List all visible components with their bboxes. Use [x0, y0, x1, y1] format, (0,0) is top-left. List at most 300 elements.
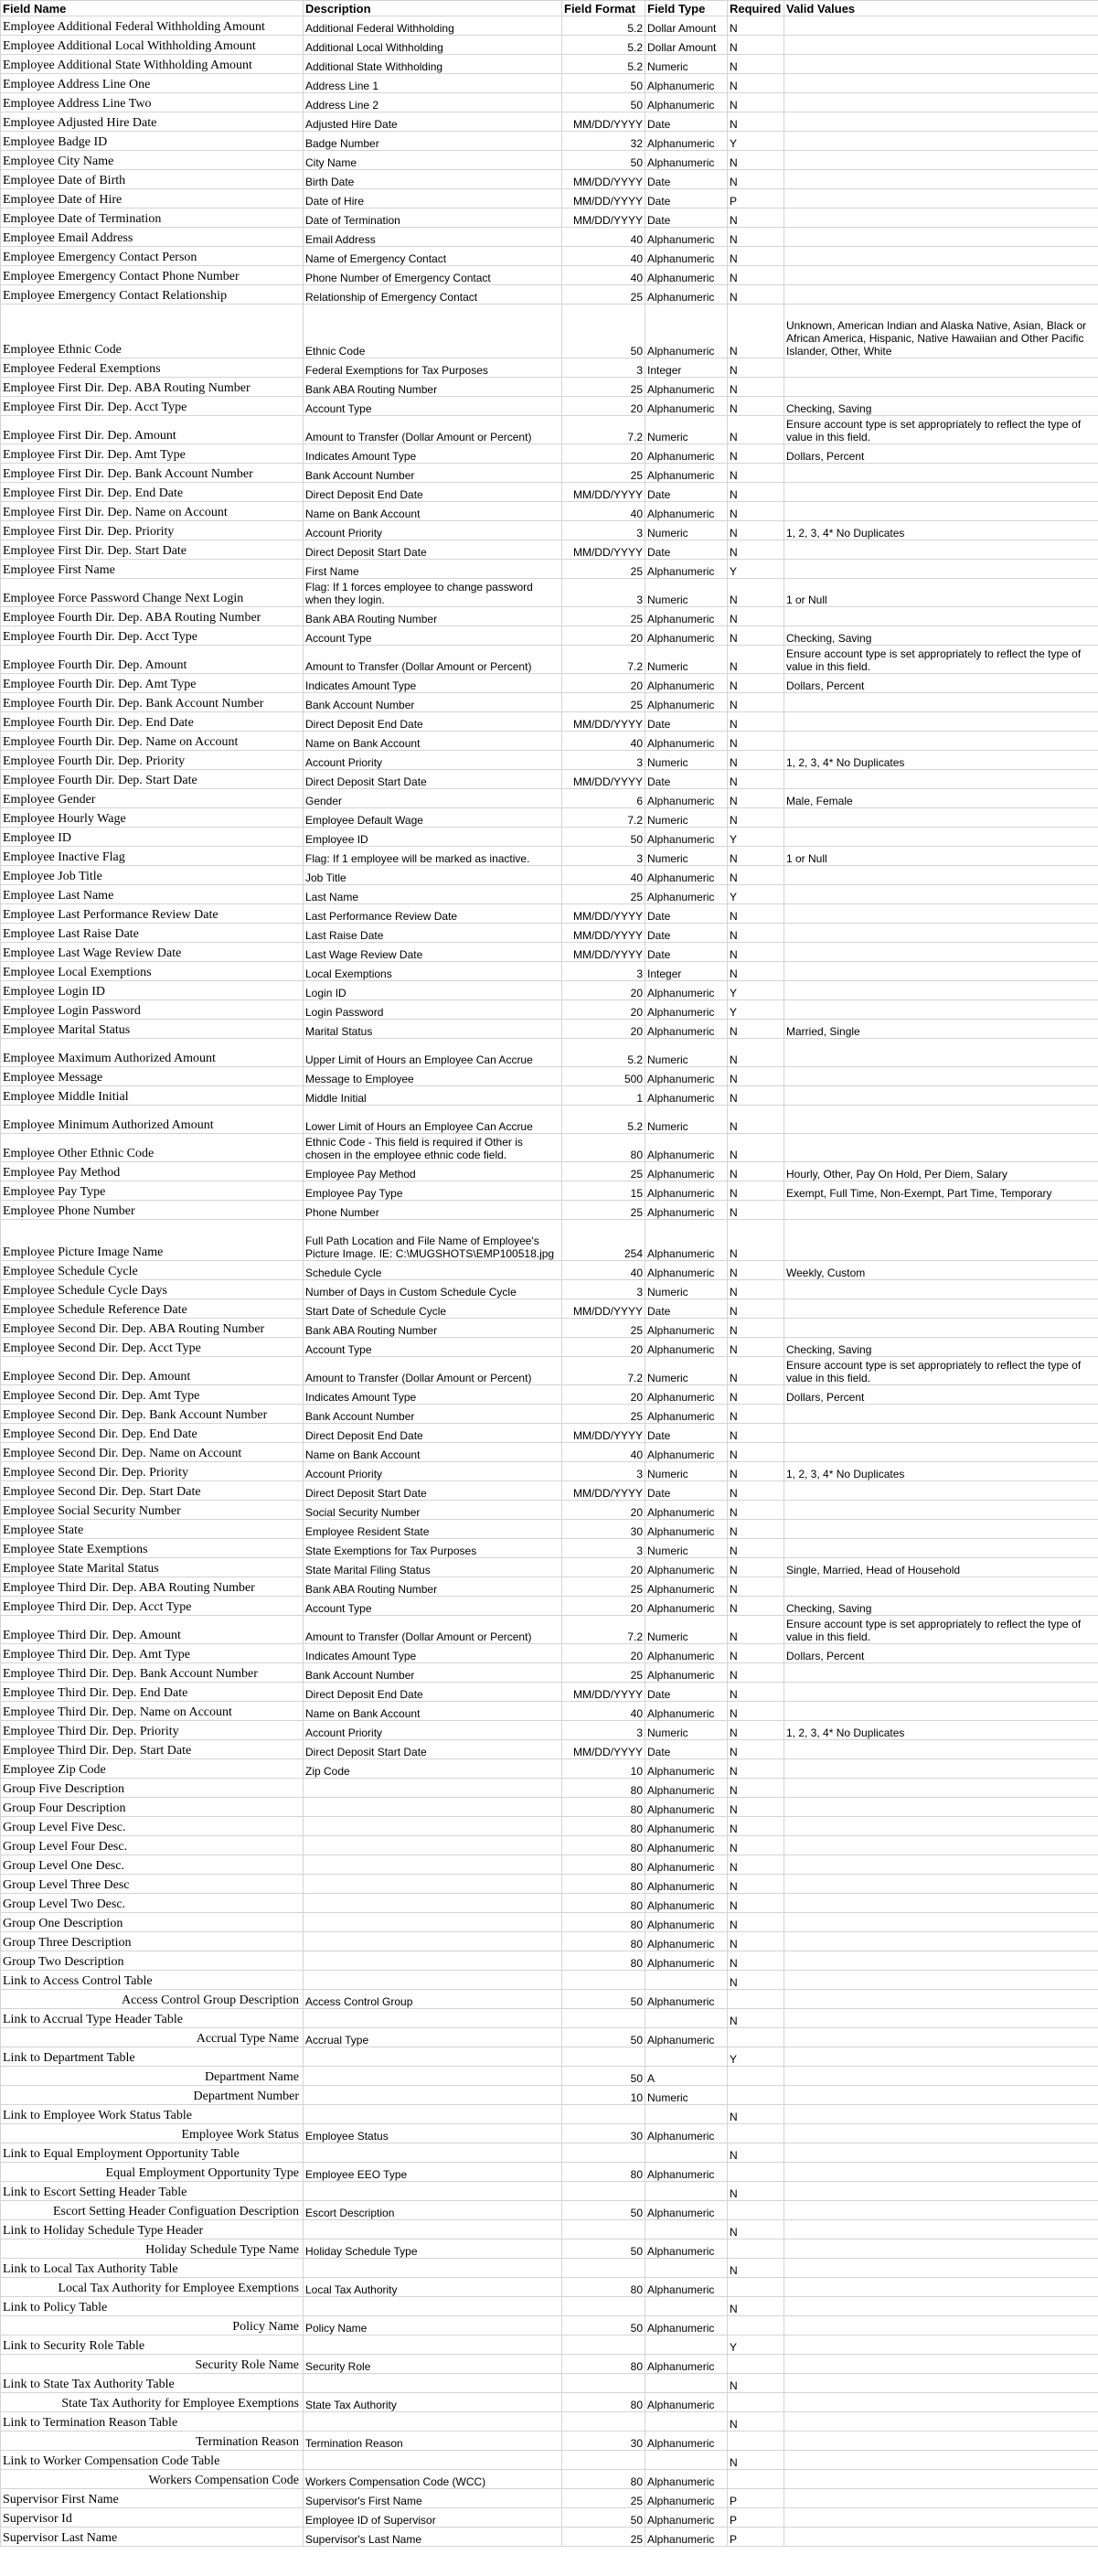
required-cell: [728, 2201, 784, 2220]
field-type-cell: Alphanumeric: [645, 2239, 728, 2259]
field-type-cell: Numeric: [645, 1280, 728, 1299]
description-cell: State Exemptions for Tax Purposes: [304, 1539, 562, 1558]
required-cell: Y: [728, 885, 784, 904]
field-name-cell: Employee First Dir. Dep. Start Date: [1, 540, 304, 560]
table-row: [1, 1481, 1098, 1501]
field-format-cell: 80: [562, 1798, 645, 1817]
field-format-cell: [562, 2412, 645, 2432]
valid-values-cell: [784, 693, 1098, 712]
description-cell: [304, 1798, 562, 1817]
field-type-cell: [645, 2336, 728, 2355]
description-cell: [304, 2374, 562, 2393]
table-row: [1, 2316, 1098, 2336]
valid-values-cell: [784, 1443, 1098, 1462]
required-cell: N: [728, 1597, 784, 1616]
table-row: [1, 1338, 1098, 1357]
valid-values-cell: [784, 607, 1098, 626]
field-format-cell: 32: [562, 132, 645, 151]
field-type-cell: Alphanumeric: [645, 2393, 728, 2412]
field-format-cell: 25: [562, 607, 645, 626]
description-cell: Direct Deposit Start Date: [304, 540, 562, 560]
required-cell: [728, 2470, 784, 2489]
field-name-cell: Employee Hourly Wage: [1, 808, 304, 828]
valid-values-cell: [784, 1067, 1098, 1086]
valid-values-cell: Ensure account type is set appropriately to reflect the type of value in this field.: [784, 1616, 1098, 1644]
description-cell: [304, 1875, 562, 1894]
description-cell: Additional Federal Withholding: [304, 16, 562, 36]
field-name-cell: Employee Schedule Cycle: [1, 1261, 304, 1280]
required-cell: N: [728, 1086, 784, 1106]
required-cell: N: [728, 1481, 784, 1501]
field-format-cell: 20: [562, 1020, 645, 1039]
field-format-cell: 80: [562, 2278, 645, 2297]
field-format-cell: 80: [562, 2393, 645, 2412]
field-format-cell: 25: [562, 285, 645, 305]
description-cell: Flag: If 1 employee will be marked as inactive.: [304, 847, 562, 866]
valid-values-cell: [784, 1520, 1098, 1539]
field-type-cell: Alphanumeric: [645, 1405, 728, 1424]
field-format-cell: 20: [562, 1644, 645, 1663]
description-cell: Date of Termination: [304, 208, 562, 228]
table-row: [1, 770, 1098, 789]
field-format-cell: 25: [562, 693, 645, 712]
valid-values-cell: [784, 74, 1098, 93]
header-description: Description: [304, 1, 562, 16]
field-format-cell: 40: [562, 866, 645, 885]
valid-values-cell: [784, 904, 1098, 924]
field-name-cell: Escort Setting Header Configuation Description: [1, 2201, 304, 2220]
valid-values-cell: Weekly, Custom: [784, 1261, 1098, 1280]
valid-values-cell: [784, 2047, 1098, 2067]
field-format-cell: 25: [562, 378, 645, 397]
table-row: [1, 93, 1098, 112]
field-name-cell: Employee Date of Birth: [1, 170, 304, 189]
field-name-cell: Employee Second Dir. Dep. Acct Type: [1, 1338, 304, 1357]
description-cell: [304, 2182, 562, 2201]
field-format-cell: 20: [562, 444, 645, 464]
required-cell: N: [728, 1520, 784, 1539]
valid-values-cell: [784, 1798, 1098, 1817]
required-cell: Y: [728, 981, 784, 1000]
table-row: [1, 2278, 1098, 2297]
field-format-cell: [562, 2451, 645, 2470]
description-cell: Amount to Transfer (Dollar Amount or Percent): [304, 646, 562, 674]
field-type-cell: Alphanumeric: [645, 2124, 728, 2143]
field-type-cell: Alphanumeric: [645, 1779, 728, 1798]
field-name-cell: Employee Last Performance Review Date: [1, 904, 304, 924]
valid-values-cell: [784, 2182, 1098, 2201]
description-cell: Date of Hire: [304, 189, 562, 208]
description-cell: Marital Status: [304, 1020, 562, 1039]
required-cell: N: [728, 1405, 784, 1424]
required-cell: N: [728, 1319, 784, 1338]
field-name-cell: Employee Login Password: [1, 1000, 304, 1020]
field-name-cell: State Tax Authority for Employee Exemptions: [1, 2393, 304, 2412]
valid-values-cell: [784, 808, 1098, 828]
field-type-cell: [645, 2182, 728, 2201]
description-cell: Bank ABA Routing Number: [304, 1319, 562, 1338]
table-row: [1, 1319, 1098, 1338]
valid-values-cell: Dollars, Percent: [784, 1644, 1098, 1663]
table-row: [1, 2182, 1098, 2201]
description-cell: [304, 2259, 562, 2278]
field-name-cell: Employee Third Dir. Dep. ABA Routing Number: [1, 1577, 304, 1597]
valid-values-cell: [784, 1201, 1098, 1220]
table-row: [1, 2355, 1098, 2374]
field-format-cell: MM/DD/YYYY: [562, 1424, 645, 1443]
description-cell: [304, 2451, 562, 2470]
field-format-cell: 50: [562, 2201, 645, 2220]
field-format-cell: [562, 2143, 645, 2163]
field-name-cell: Employee Social Security Number: [1, 1501, 304, 1520]
description-cell: [304, 1913, 562, 1932]
table-row: [1, 1913, 1098, 1932]
valid-values-cell: [784, 2201, 1098, 2220]
field-format-cell: 20: [562, 1501, 645, 1520]
field-name-cell: Security Role Name: [1, 2355, 304, 2374]
field-type-cell: Dollar Amount: [645, 16, 728, 36]
valid-values-cell: [784, 2316, 1098, 2336]
description-cell: [304, 2067, 562, 2086]
table-row: [1, 1539, 1098, 1558]
required-cell: N: [728, 397, 784, 416]
description-cell: Social Security Number: [304, 1501, 562, 1520]
field-type-cell: Alphanumeric: [645, 2278, 728, 2297]
field-type-cell: Alphanumeric: [645, 885, 728, 904]
field-type-cell: Alphanumeric: [645, 1836, 728, 1855]
field-format-cell: 5.2: [562, 1106, 645, 1134]
field-format-cell: 50: [562, 2028, 645, 2047]
description-cell: Employee Resident State: [304, 1520, 562, 1539]
field-format-cell: MM/DD/YYYY: [562, 924, 645, 943]
valid-values-cell: [784, 962, 1098, 981]
field-format-cell: 50: [562, 2239, 645, 2259]
description-cell: Middle Initial: [304, 1086, 562, 1106]
table-row: [1, 1220, 1098, 1261]
required-cell: [728, 2393, 784, 2412]
header-valid-values: Valid Values: [784, 1, 1098, 16]
field-type-cell: Alphanumeric: [645, 1134, 728, 1162]
field-name-cell: Employee Emergency Contact Person: [1, 247, 304, 266]
field-name-cell: Employee First Dir. Dep. End Date: [1, 483, 304, 502]
table-row: [1, 55, 1098, 74]
field-type-cell: Date: [645, 1424, 728, 1443]
table-row: [1, 1951, 1098, 1971]
required-cell: [728, 2124, 784, 2143]
description-cell: Full Path Location and File Name of Employee's Picture Image. IE: C:\MUGSHOTS\EMP100518.jpg: [304, 1220, 562, 1261]
required-cell: [728, 2239, 784, 2259]
required-cell: [728, 2278, 784, 2297]
valid-values-cell: [784, 2336, 1098, 2355]
field-type-cell: Numeric: [645, 646, 728, 674]
required-cell: N: [728, 1462, 784, 1481]
required-cell: N: [728, 1501, 784, 1520]
field-name-cell: Termination Reason: [1, 2432, 304, 2451]
description-cell: Supervisor's Last Name: [304, 2528, 562, 2547]
table-row: [1, 2508, 1098, 2528]
field-format-cell: MM/DD/YYYY: [562, 712, 645, 732]
valid-values-cell: [784, 1405, 1098, 1424]
field-format-cell: 3: [562, 751, 645, 770]
required-cell: N: [728, 1385, 784, 1405]
required-cell: [728, 1990, 784, 2009]
valid-values-cell: [784, 55, 1098, 74]
field-format-cell: MM/DD/YYYY: [562, 1740, 645, 1759]
field-format-cell: MM/DD/YYYY: [562, 904, 645, 924]
required-cell: N: [728, 2259, 784, 2278]
field-name-cell: Employee Middle Initial: [1, 1086, 304, 1106]
table-row: [1, 74, 1098, 93]
valid-values-cell: [784, 1836, 1098, 1855]
description-cell: Account Type: [304, 1597, 562, 1616]
valid-values-cell: [784, 2124, 1098, 2143]
valid-values-cell: [784, 560, 1098, 579]
valid-values-cell: 1, 2, 3, 4* No Duplicates: [784, 1721, 1098, 1740]
description-cell: Relationship of Emergency Contact: [304, 285, 562, 305]
description-cell: Holiday Schedule Type: [304, 2239, 562, 2259]
valid-values-cell: Hourly, Other, Pay On Hold, Per Diem, Salary: [784, 1162, 1098, 1181]
table-row: [1, 266, 1098, 285]
description-cell: [304, 1779, 562, 1798]
field-type-cell: Alphanumeric: [645, 464, 728, 483]
description-cell: Login Password: [304, 1000, 562, 1020]
table-row: [1, 560, 1098, 579]
description-cell: Employee Pay Method: [304, 1162, 562, 1181]
field-format-cell: MM/DD/YYYY: [562, 189, 645, 208]
table-body: [1, 16, 1098, 2547]
field-type-cell: Numeric: [645, 1616, 728, 1644]
field-name-cell: Employee First Dir. Dep. ABA Routing Number: [1, 378, 304, 397]
field-format-cell: MM/DD/YYYY: [562, 1683, 645, 1702]
table-row: [1, 1836, 1098, 1855]
description-cell: [304, 1951, 562, 1971]
description-cell: Message to Employee: [304, 1067, 562, 1086]
field-format-cell: 6: [562, 789, 645, 808]
valid-values-cell: [784, 2528, 1098, 2547]
description-cell: Bank Account Number: [304, 693, 562, 712]
description-cell: Bank Account Number: [304, 1405, 562, 1424]
field-name-cell: Employee Third Dir. Dep. Amount: [1, 1616, 304, 1644]
field-name-cell: Policy Name: [1, 2316, 304, 2336]
valid-values-cell: [784, 1971, 1098, 1990]
field-name-cell: Employee First Dir. Dep. Name on Account: [1, 502, 304, 521]
field-format-cell: 25: [562, 1162, 645, 1181]
required-cell: Y: [728, 560, 784, 579]
valid-values-cell: [784, 2508, 1098, 2528]
field-format-cell: 40: [562, 1261, 645, 1280]
valid-values-cell: [784, 1299, 1098, 1319]
field-name-cell: Employee Schedule Reference Date: [1, 1299, 304, 1319]
description-cell: Last Name: [304, 885, 562, 904]
field-type-cell: Date: [645, 712, 728, 732]
field-format-cell: 80: [562, 2470, 645, 2489]
valid-values-cell: [784, 770, 1098, 789]
field-name-cell: Workers Compensation Code: [1, 2470, 304, 2489]
required-cell: N: [728, 228, 784, 247]
field-name-cell: Employee Fourth Dir. Dep. Priority: [1, 751, 304, 770]
field-type-cell: Date: [645, 1740, 728, 1759]
field-type-cell: Alphanumeric: [645, 2432, 728, 2451]
field-name-cell: Link to Escort Setting Header Table: [1, 2182, 304, 2201]
field-name-cell: Group Two Description: [1, 1951, 304, 1971]
required-cell: N: [728, 866, 784, 885]
field-format-cell: [562, 2336, 645, 2355]
field-type-cell: Alphanumeric: [645, 732, 728, 751]
required-cell: N: [728, 1740, 784, 1759]
field-type-cell: Alphanumeric: [645, 1597, 728, 1616]
description-cell: First Name: [304, 560, 562, 579]
valid-values-cell: [784, 1990, 1098, 2009]
description-cell: Account Priority: [304, 521, 562, 540]
table-row: [1, 1721, 1098, 1740]
field-type-cell: Alphanumeric: [645, 397, 728, 416]
required-cell: N: [728, 1558, 784, 1577]
field-format-cell: 50: [562, 305, 645, 358]
table-row: [1, 2047, 1098, 2067]
description-cell: Accrual Type: [304, 2028, 562, 2047]
valid-values-cell: [784, 2393, 1098, 2412]
field-name-cell: Employee Ethnic Code: [1, 305, 304, 358]
field-type-cell: Date: [645, 1683, 728, 1702]
field-type-cell: [645, 2105, 728, 2124]
description-cell: State Marital Filing Status: [304, 1558, 562, 1577]
valid-values-cell: Dollars, Percent: [784, 1385, 1098, 1405]
field-type-cell: Numeric: [645, 2086, 728, 2105]
required-cell: N: [728, 674, 784, 693]
field-type-cell: Numeric: [645, 847, 728, 866]
field-name-cell: Employee Inactive Flag: [1, 847, 304, 866]
field-type-cell: Numeric: [645, 1462, 728, 1481]
required-cell: N: [728, 646, 784, 674]
field-name-cell: Employee Additional Local Withholding Amount: [1, 36, 304, 55]
field-type-cell: Alphanumeric: [645, 1759, 728, 1779]
valid-values-cell: [784, 1740, 1098, 1759]
field-format-cell: 25: [562, 560, 645, 579]
field-name-cell: Employee Pay Type: [1, 1181, 304, 1201]
required-cell: N: [728, 712, 784, 732]
required-cell: N: [728, 1181, 784, 1201]
table-row: [1, 1759, 1098, 1779]
field-name-cell: Link to Employee Work Status Table: [1, 2105, 304, 2124]
valid-values-cell: Ensure account type is set appropriately to reflect the type of value in this field.: [784, 646, 1098, 674]
valid-values-cell: [784, 1779, 1098, 1798]
valid-values-cell: Single, Married, Head of Household: [784, 1558, 1098, 1577]
table-row: [1, 1597, 1098, 1616]
field-name-cell: Employee Emergency Contact Relationship: [1, 285, 304, 305]
table-row: [1, 2124, 1098, 2143]
field-format-cell: [562, 2047, 645, 2067]
valid-values-cell: [784, 1319, 1098, 1338]
field-type-cell: A: [645, 2067, 728, 2086]
required-cell: N: [728, 1721, 784, 1740]
required-cell: N: [728, 1644, 784, 1663]
field-type-cell: Alphanumeric: [645, 444, 728, 464]
field-name-cell: Employee Second Dir. Dep. Start Date: [1, 1481, 304, 1501]
field-name-cell: Employee Job Title: [1, 866, 304, 885]
valid-values-cell: [784, 1106, 1098, 1134]
field-type-cell: Date: [645, 208, 728, 228]
field-format-cell: 20: [562, 981, 645, 1000]
field-format-cell: 3: [562, 1462, 645, 1481]
required-cell: N: [728, 751, 784, 770]
field-type-cell: Date: [645, 540, 728, 560]
field-name-cell: Employee Message: [1, 1067, 304, 1086]
table-row: [1, 1405, 1098, 1424]
description-cell: Last Raise Date: [304, 924, 562, 943]
field-type-cell: [645, 2143, 728, 2163]
description-cell: Access Control Group: [304, 1990, 562, 2009]
table-row: [1, 2393, 1098, 2412]
description-cell: Amount to Transfer (Dollar Amount or Percent): [304, 1357, 562, 1385]
field-format-cell: 20: [562, 397, 645, 416]
table-row: [1, 943, 1098, 962]
field-type-cell: [645, 2297, 728, 2316]
description-cell: Email Address: [304, 228, 562, 247]
field-type-cell: Numeric: [645, 1039, 728, 1067]
field-format-cell: 1: [562, 1086, 645, 1106]
table-row: [1, 2259, 1098, 2278]
description-cell: [304, 2086, 562, 2105]
required-cell: N: [728, 2105, 784, 2124]
field-name-cell: Employee Schedule Cycle Days: [1, 1280, 304, 1299]
table-row: [1, 2105, 1098, 2124]
required-cell: N: [728, 1951, 784, 1971]
field-name-cell: Employee Fourth Dir. Dep. Amount: [1, 646, 304, 674]
valid-values-cell: [784, 2259, 1098, 2278]
valid-values-cell: [784, 981, 1098, 1000]
valid-values-cell: [784, 93, 1098, 112]
field-format-cell: 80: [562, 1894, 645, 1913]
valid-values-cell: [784, 1280, 1098, 1299]
description-cell: Employee EEO Type: [304, 2163, 562, 2182]
field-type-cell: Alphanumeric: [645, 2316, 728, 2336]
required-cell: N: [728, 1106, 784, 1134]
table-row: [1, 502, 1098, 521]
description-cell: Account Type: [304, 626, 562, 646]
field-format-cell: 25: [562, 1319, 645, 1338]
required-cell: Y: [728, 132, 784, 151]
field-type-cell: Alphanumeric: [645, 1855, 728, 1875]
required-cell: [728, 2432, 784, 2451]
field-name-cell: Employee Second Dir. Dep. ABA Routing Number: [1, 1319, 304, 1338]
table-row: [1, 1855, 1098, 1875]
field-format-cell: 500: [562, 1067, 645, 1086]
required-cell: N: [728, 1201, 784, 1220]
field-name-cell: Employee Picture Image Name: [1, 1220, 304, 1261]
description-cell: Amount to Transfer (Dollar Amount or Percent): [304, 416, 562, 444]
field-format-cell: MM/DD/YYYY: [562, 1481, 645, 1501]
required-cell: N: [728, 2451, 784, 2470]
table-row: [1, 1261, 1098, 1280]
field-name-cell: Employee State Exemptions: [1, 1539, 304, 1558]
field-name-cell: Group Level Four Desc.: [1, 1836, 304, 1855]
field-format-cell: [562, 2009, 645, 2028]
table-row: [1, 483, 1098, 502]
field-type-cell: Alphanumeric: [645, 693, 728, 712]
field-name-cell: Employee Third Dir. Dep. Priority: [1, 1721, 304, 1740]
required-cell: N: [728, 962, 784, 981]
field-name-cell: Employee ID: [1, 828, 304, 847]
table-row: [1, 2470, 1098, 2489]
required-cell: N: [728, 808, 784, 828]
field-type-cell: Numeric: [645, 521, 728, 540]
table-row: [1, 885, 1098, 904]
field-type-cell: Alphanumeric: [645, 1663, 728, 1683]
field-type-cell: Alphanumeric: [645, 228, 728, 247]
valid-values-cell: [784, 502, 1098, 521]
description-cell: Bank ABA Routing Number: [304, 607, 562, 626]
table-row: [1, 751, 1098, 770]
